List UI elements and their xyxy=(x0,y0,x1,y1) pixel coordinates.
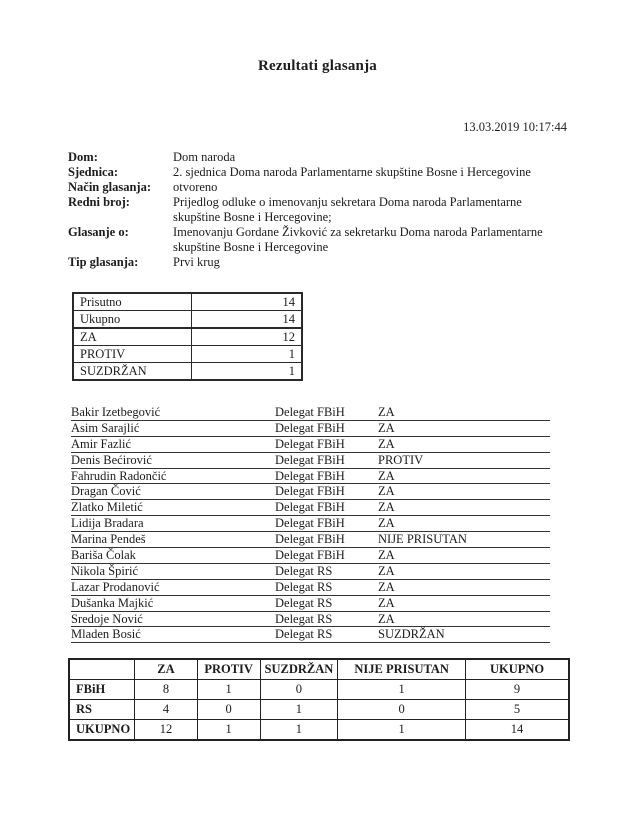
totals-header-empty xyxy=(69,659,135,680)
meta-label: Način glasanja: xyxy=(68,180,151,194)
delegate-group: Delegat FBiH xyxy=(275,405,345,419)
totals-cell: 14 xyxy=(466,720,569,741)
delegate-group: Delegat FBiH xyxy=(275,500,345,515)
delegate-group: Delegat FBiH xyxy=(275,468,345,483)
summary-value: 14 xyxy=(192,293,303,311)
totals-cell: 12 xyxy=(135,720,198,741)
totals-row-rs xyxy=(69,700,569,720)
delegate-name: Lidija Bradara xyxy=(71,516,144,531)
summary-label: Prisutno xyxy=(73,293,192,311)
meta-label: Sjednica: xyxy=(68,165,118,179)
delegate-name: Fahrudin Radončić xyxy=(71,468,167,483)
totals-cell: 8 xyxy=(135,680,198,700)
totals-header-row xyxy=(69,659,569,680)
delegate-group: Delegat FBiH xyxy=(275,516,345,531)
delegate-name: Asim Sarajlić xyxy=(71,420,140,435)
totals-cell: 1 xyxy=(338,720,466,741)
delegate-row xyxy=(71,580,550,596)
summary-row-ukupno xyxy=(73,311,302,329)
totals-header-za: ZA xyxy=(135,659,198,680)
delegate-group: Delegat RS xyxy=(275,563,333,578)
delegate-row xyxy=(71,453,550,469)
delegate-name: Denis Bećirović xyxy=(71,452,152,467)
meta-row-redni-broj xyxy=(68,195,567,225)
totals-cell: 9 xyxy=(466,680,569,700)
totals-header-suzdrzan: SUZDRŽAN xyxy=(260,659,338,680)
delegate-group: Delegat RS xyxy=(275,627,333,642)
delegate-vote: ZA xyxy=(378,516,395,531)
delegate-name: Sredoje Nović xyxy=(71,611,143,626)
delegate-row xyxy=(71,405,550,421)
summary-value: 14 xyxy=(192,311,303,329)
delegate-row xyxy=(71,564,550,580)
totals-cell: 5 xyxy=(466,700,569,720)
delegate-vote: PROTIV xyxy=(378,452,424,467)
delegate-group: Delegat RS xyxy=(275,595,333,610)
summary-row-prisutno xyxy=(73,293,302,311)
meta-value: Prijedlog odluke o imenovanju sekretara Doma naroda Parlamentarne skupštine Bosne i Hercegovine; xyxy=(173,195,522,224)
delegate-name: Amir Fazlić xyxy=(71,436,132,451)
totals-header-nije-prisutan: NIJE PRISUTAN xyxy=(338,659,466,680)
totals-table xyxy=(68,658,570,741)
delegate-list xyxy=(71,405,550,643)
totals-cell: 0 xyxy=(338,700,466,720)
delegate-name: Nikola Špirić xyxy=(71,563,139,578)
delegate-row xyxy=(71,596,550,612)
meta-label: Glasanje o: xyxy=(68,225,129,239)
delegate-name: Dragan Čović xyxy=(71,484,141,499)
meta-label: Dom: xyxy=(68,150,98,164)
page-title: Rezultati glasanja xyxy=(257,58,377,74)
delegate-row xyxy=(71,548,550,564)
delegate-row xyxy=(71,627,550,643)
totals-cell: 1 xyxy=(260,700,338,720)
delegate-row xyxy=(71,421,550,437)
summary-row-suzdrzan xyxy=(73,363,302,381)
delegate-vote: ZA xyxy=(378,436,395,451)
totals-cell: 4 xyxy=(135,700,198,720)
delegate-vote: ZA xyxy=(378,420,395,435)
delegate-vote: ZA xyxy=(378,405,395,419)
meta-row-dom xyxy=(68,150,567,165)
delegate-vote: NIJE PRISUTAN xyxy=(378,532,467,547)
summary-value: 1 xyxy=(192,363,303,381)
delegate-group: Delegat RS xyxy=(275,579,333,594)
delegate-name: Marina Pendeš xyxy=(71,532,146,547)
summary-value: 12 xyxy=(192,328,303,346)
totals-cell: 1 xyxy=(260,720,338,741)
totals-row-ukupno xyxy=(69,720,569,741)
delegate-name: Lazar Prodanović xyxy=(71,579,160,594)
delegate-row xyxy=(71,437,550,453)
summary-label: PROTIV xyxy=(73,346,192,363)
delegate-vote: SUZDRŽAN xyxy=(378,627,445,642)
meta-row-sjednica xyxy=(68,165,567,180)
timestamp: 13.03.2019 10:17:44 xyxy=(463,120,567,134)
meta-row-tip-glasanja xyxy=(68,255,567,270)
meta-label: Tip glasanja: xyxy=(68,255,139,269)
totals-cell: 1 xyxy=(338,680,466,700)
delegate-vote: ZA xyxy=(378,468,395,483)
meta-section xyxy=(68,150,567,270)
meta-value: Dom naroda xyxy=(173,150,236,164)
totals-header-protiv: PROTIV xyxy=(197,659,260,680)
totals-row-fbih xyxy=(69,680,569,700)
meta-value: otvoreno xyxy=(173,180,218,194)
totals-header-ukupno: UKUPNO xyxy=(466,659,569,680)
delegate-row xyxy=(71,500,550,516)
meta-label: Redni broj: xyxy=(68,195,130,209)
delegate-group: Delegat FBiH xyxy=(275,436,345,451)
delegate-vote: ZA xyxy=(378,563,395,578)
totals-cell: 0 xyxy=(260,680,338,700)
delegate-row xyxy=(71,532,550,548)
delegate-name: Dušanka Majkić xyxy=(71,595,154,610)
delegate-name: Mladen Bosić xyxy=(71,627,141,642)
totals-cell: 1 xyxy=(197,680,260,700)
summary-table xyxy=(72,292,303,381)
delegate-row xyxy=(71,484,550,500)
meta-row-nacin-glasanja xyxy=(68,180,567,195)
totals-row-label: UKUPNO xyxy=(69,720,135,741)
meta-value: 2. sjednica Doma naroda Parlamentarne skupštine Bosne i Hercegovine xyxy=(173,165,531,179)
delegate-group: Delegat FBiH xyxy=(275,532,345,547)
delegate-row xyxy=(71,469,550,485)
delegate-vote: ZA xyxy=(378,579,395,594)
summary-label: SUZDRŽAN xyxy=(73,363,192,381)
delegate-vote: ZA xyxy=(378,484,395,499)
document-page xyxy=(0,56,632,823)
delegate-group: Delegat FBiH xyxy=(275,548,345,563)
delegate-name: Bariša Čolak xyxy=(71,548,136,563)
summary-row-protiv xyxy=(73,346,302,363)
delegate-group: Delegat FBiH xyxy=(275,484,345,499)
delegate-group: Delegat RS xyxy=(275,611,333,626)
meta-value: Imenovanju Gordane Živković za sekretarku Doma naroda Parlamentarne skupštine Bosne i Hercegovine xyxy=(173,225,543,254)
delegate-group: Delegat FBiH xyxy=(275,452,345,467)
totals-row-label: FBiH xyxy=(69,680,135,700)
delegate-vote: ZA xyxy=(378,611,395,626)
meta-value: Prvi krug xyxy=(173,255,220,269)
delegate-vote: ZA xyxy=(378,500,395,515)
totals-row-label: RS xyxy=(69,700,135,720)
delegate-group: Delegat FBiH xyxy=(275,420,345,435)
summary-value: 1 xyxy=(192,346,303,363)
summary-label: Ukupno xyxy=(73,311,192,329)
meta-row-glasanje-o xyxy=(68,225,567,255)
delegate-vote: ZA xyxy=(378,548,395,563)
totals-cell: 0 xyxy=(197,700,260,720)
delegate-name: Zlatko Miletić xyxy=(71,500,143,515)
delegate-row xyxy=(71,612,550,628)
delegate-name: Bakir Izetbegović xyxy=(71,405,161,419)
summary-label: ZA xyxy=(73,328,192,346)
totals-cell: 1 xyxy=(197,720,260,741)
delegate-row xyxy=(71,516,550,532)
summary-row-za xyxy=(73,328,302,346)
delegate-vote: ZA xyxy=(378,595,395,610)
